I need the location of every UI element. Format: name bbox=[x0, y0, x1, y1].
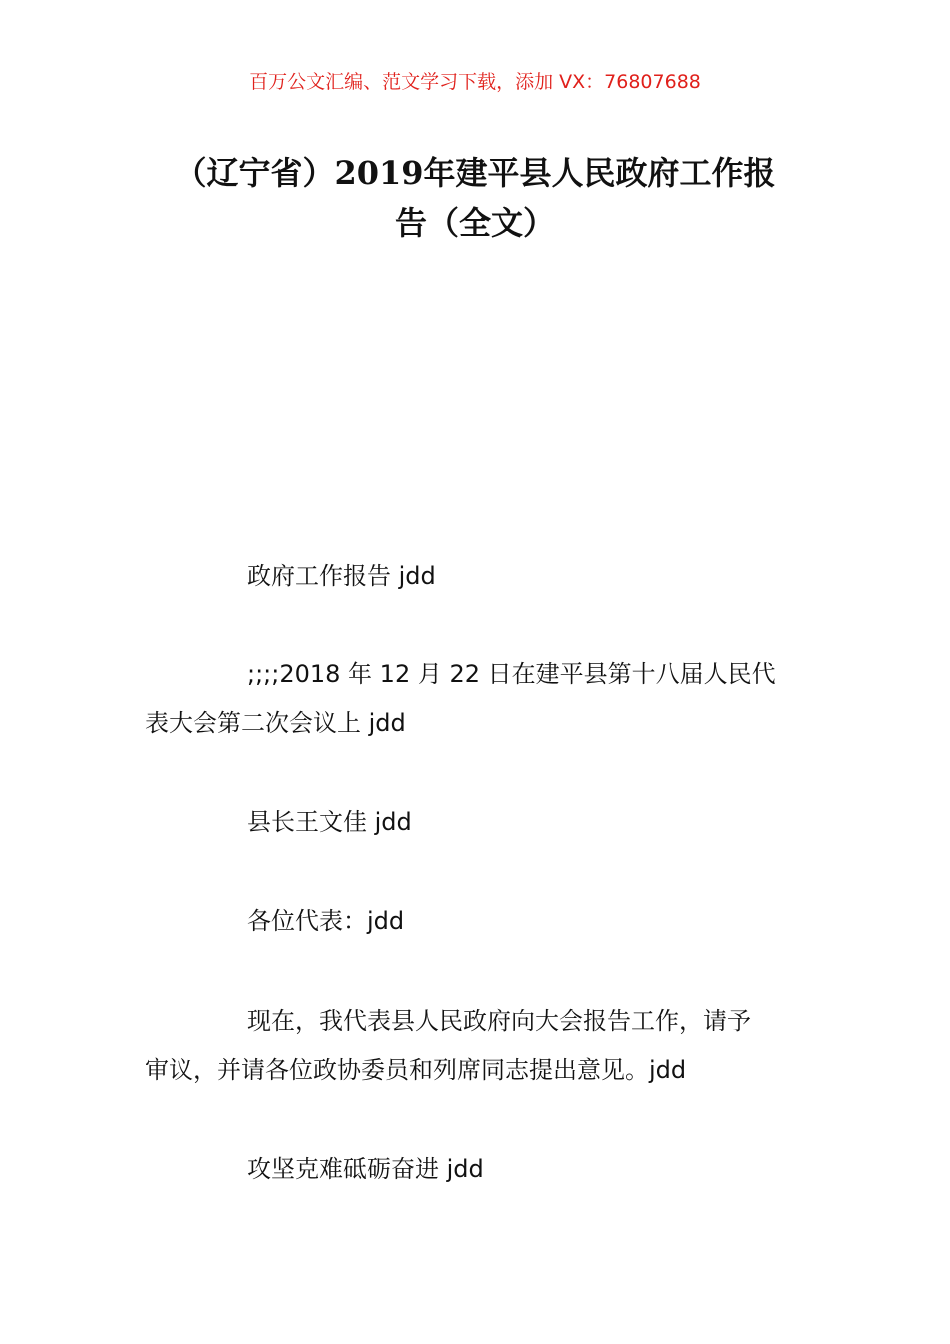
title-suffix: 年建平县人民政府工作报 bbox=[423, 154, 776, 192]
paragraph-line: 现在，我代表县人民政府向大会报告工作，请予 bbox=[247, 1007, 751, 1035]
paragraph-speaker bbox=[145, 798, 810, 847]
paragraph-line: 县长王文佳 jdd bbox=[247, 808, 412, 836]
paragraph-report-heading bbox=[145, 552, 810, 601]
paragraph-line: 政府工作报告 jdd bbox=[247, 562, 436, 590]
header-note bbox=[0, 70, 950, 94]
paragraph-meeting-info bbox=[145, 650, 810, 748]
paragraph-opening bbox=[145, 997, 810, 1095]
paragraph-line: 攻坚克难砥砺奋进 jdd bbox=[247, 1155, 484, 1183]
title-prefix: （辽宁省） bbox=[174, 154, 335, 192]
paragraph-line: 表大会第二次会议上 jdd bbox=[145, 709, 406, 737]
paragraph-line: 审议，并请各位政协委员和列席同志提出意见。jdd bbox=[145, 1056, 687, 1084]
paragraph-line: 各位代表：jdd bbox=[247, 907, 405, 935]
title-year: 2019 bbox=[334, 154, 424, 192]
title-line-2: 告（全文） bbox=[394, 204, 555, 242]
paragraph-section-heading bbox=[145, 1145, 810, 1194]
paragraph-salutation bbox=[145, 897, 810, 946]
title-line-1 bbox=[140, 148, 810, 198]
paragraph-line: ;;;;2018 年 12 月 22 日在建平县第十八届人民代 bbox=[247, 660, 776, 688]
document-title bbox=[140, 148, 810, 248]
header-note-text: 百万公文汇编、范文学习下载，添加 VX：76807688 bbox=[249, 71, 701, 93]
